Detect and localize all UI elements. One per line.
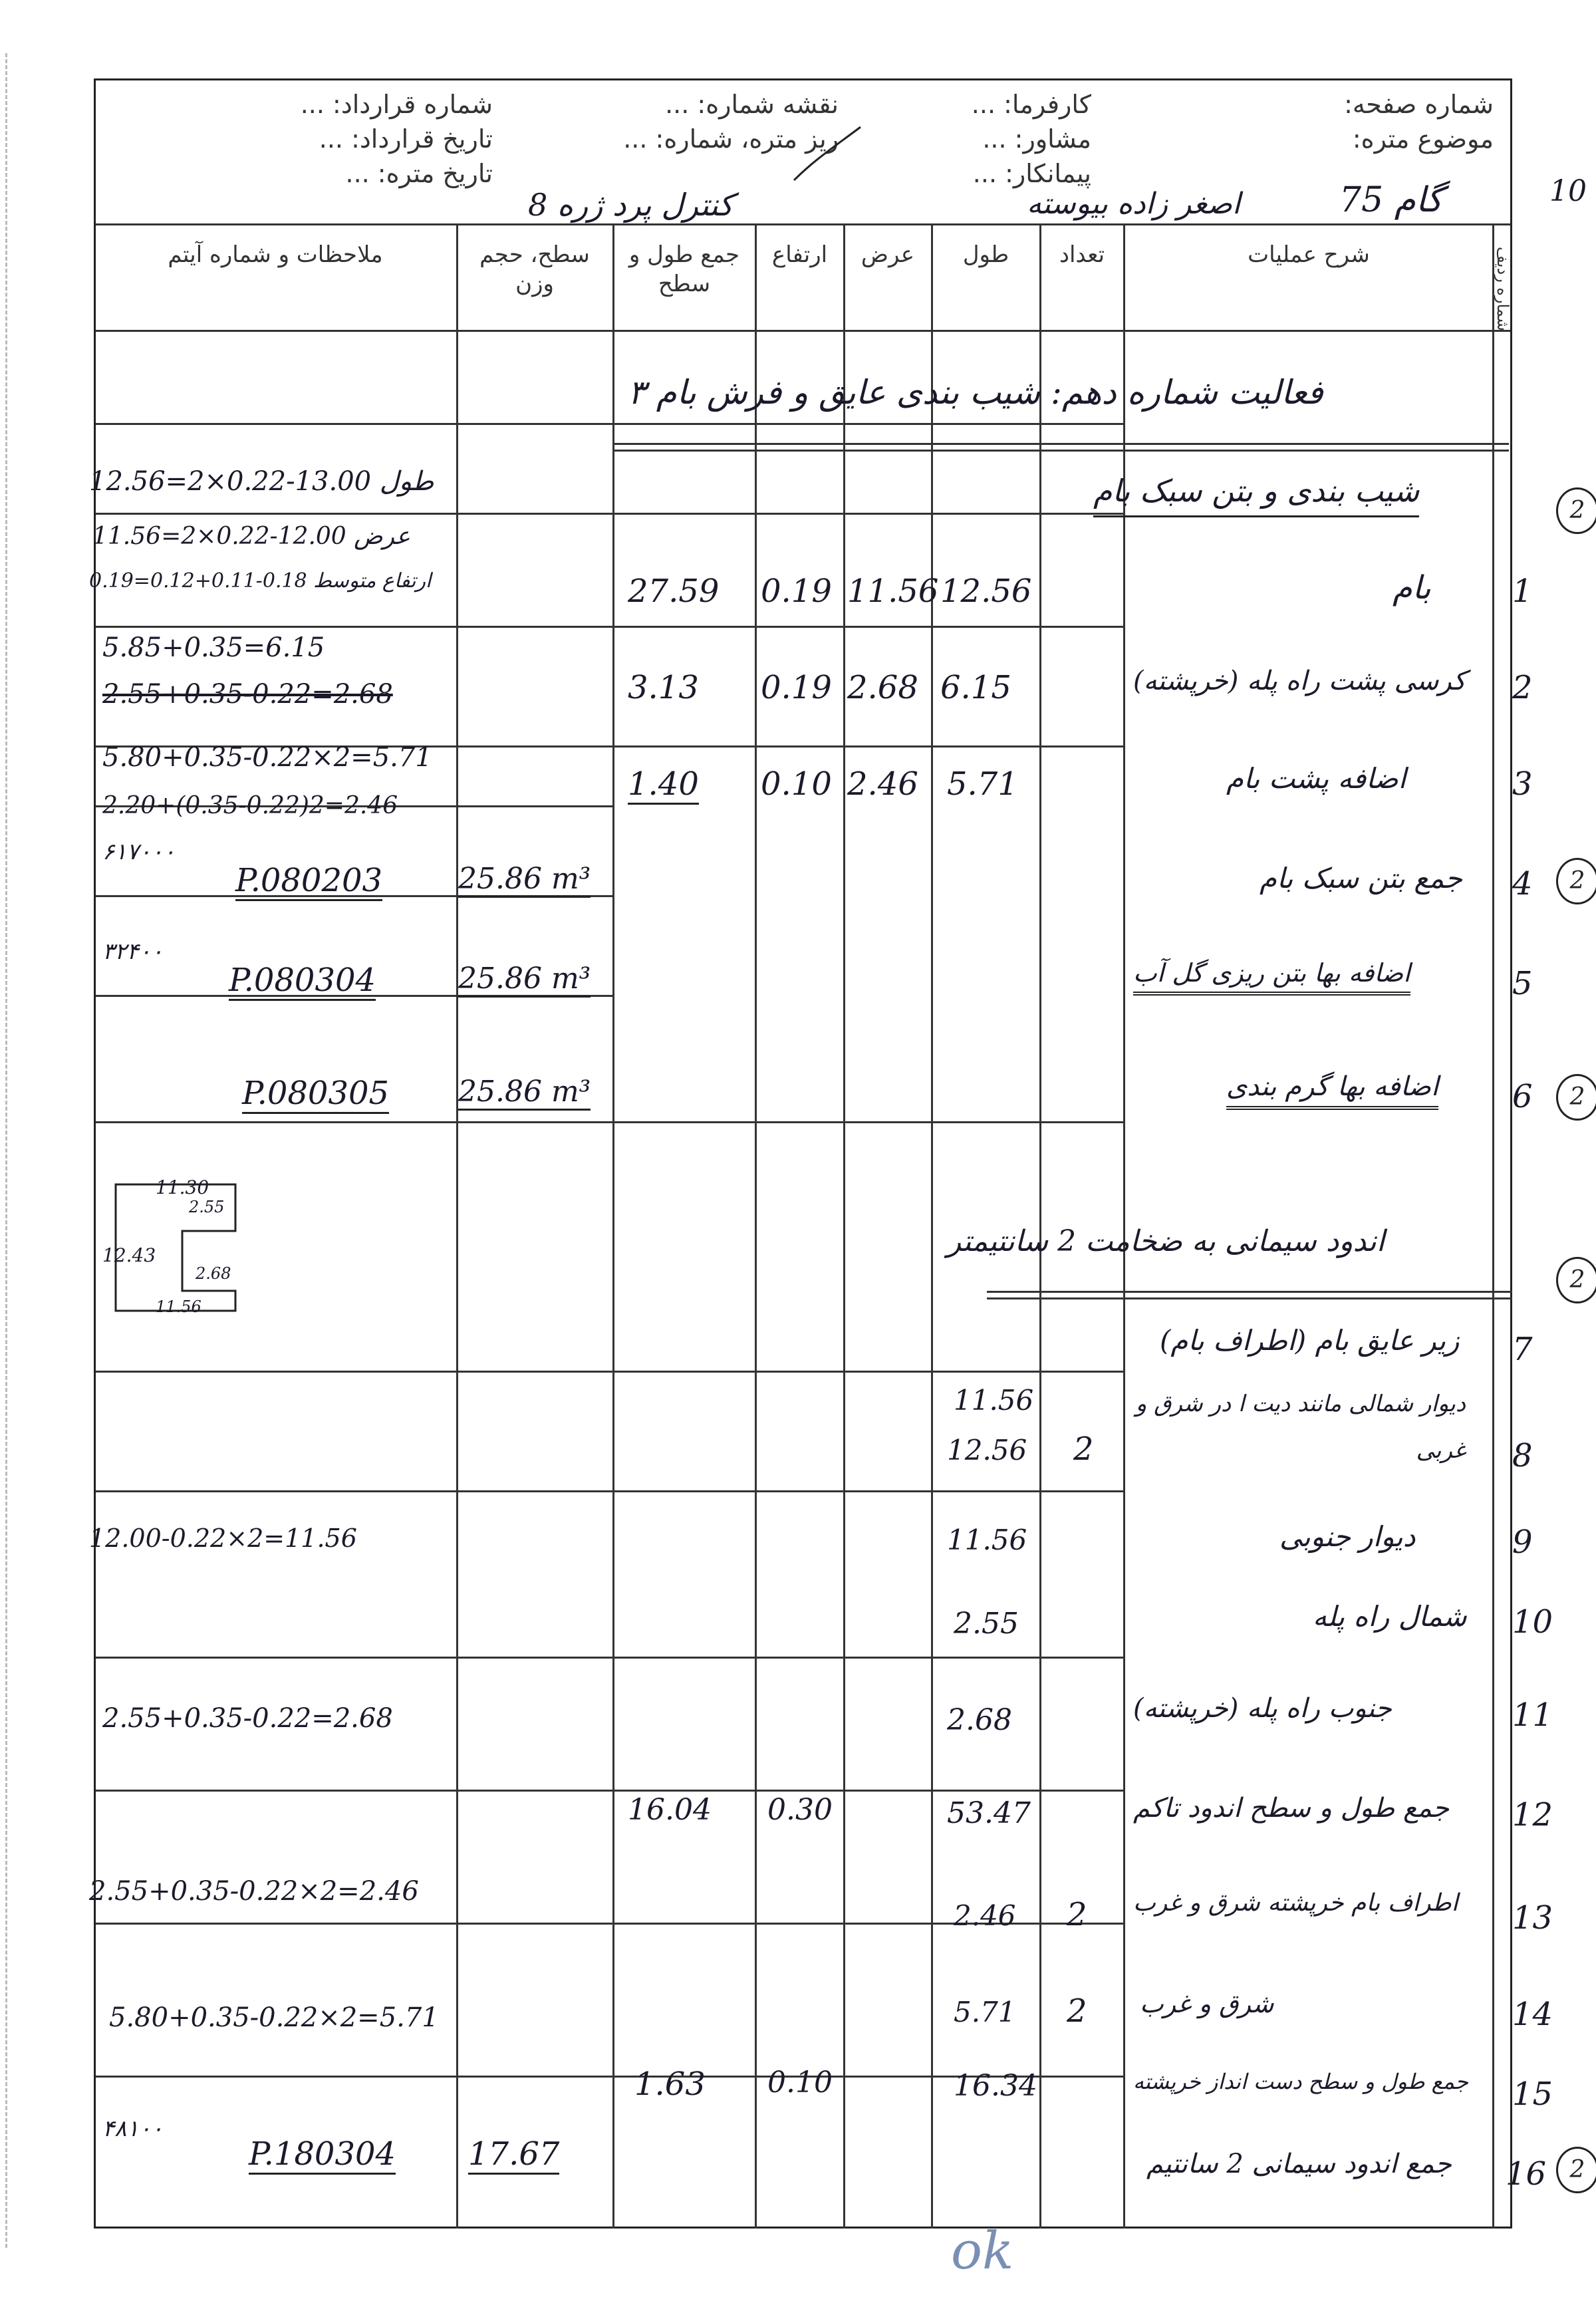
sub-metre-label: ریز متره، شماره: ... [623, 124, 839, 154]
consultant-label: مشاور: ... [982, 124, 1091, 154]
contractor-label: پیمانکار: ... [972, 159, 1091, 188]
row-15-desc: جمع طول و سطح دست انداز خرپشته [1133, 2069, 1468, 2094]
row-12-sum: 16.04 [628, 1793, 712, 1827]
sketch-dim-c: 12.43 [102, 1244, 156, 1266]
row-15-sum: 1.63 [634, 2066, 706, 2103]
row-1-sum: 27.59 [628, 573, 720, 610]
handwritten-check-note: کنترل پرد ژره 8 [528, 187, 733, 223]
row-8-length: 12.56 [947, 1434, 1027, 1466]
contract-number-label: شماره قرارداد: ... [300, 90, 493, 119]
circle-mark-2: 2 [1556, 858, 1596, 904]
row-13-no: 13 [1512, 1899, 1553, 1937]
row-14-count: 2 [1067, 1992, 1087, 2030]
sketch-dim-e: 11.56 [156, 1297, 201, 1316]
row-2-desc: کرسی پشت راه پله (خرپشته) [1133, 666, 1466, 696]
row-8-length-a: 11.56 [954, 1384, 1034, 1417]
note-calc-10: 2.55+0.35-0.22×2=2.46 [89, 1876, 419, 1907]
circle-mark-4: 2 [1556, 1257, 1596, 1303]
row-1-height: 0.19 [761, 573, 832, 610]
row-16-desc: جمع اندود سیمانی 2 سانتیم [1146, 2149, 1452, 2179]
price-note-2: ۳۲۴۰۰ [102, 938, 164, 965]
row-8-no: 8 [1512, 1437, 1533, 1474]
circle-mark-1: 2 [1556, 487, 1596, 534]
row-1-no: 1 [1512, 573, 1533, 610]
row-14-desc: شرق و غرب [1140, 1989, 1274, 2018]
row-4-item: P.080203 [235, 862, 382, 901]
note-calc-9: 2.55+0.35-0.22=2.68 [102, 1703, 393, 1734]
section-2-title: اندود سیمانی به ضخامت 2 سانتیمتر [947, 1224, 1385, 1258]
row-10-length: 2.55 [954, 1607, 1019, 1641]
sketch-dim-a: 11.30 [156, 1176, 209, 1198]
page-number-label: شماره صفحه: [1344, 90, 1494, 119]
row-2-sum: 3.13 [628, 669, 699, 706]
row-11-no: 11 [1512, 1696, 1553, 1734]
note-height-calc: ارتفاع متوسط 0.18-0.11+0.12=0.19 [89, 569, 432, 593]
note-calc-6: 5.80+0.35-0.22×2=5.71 [102, 742, 432, 773]
row-2-no: 2 [1512, 669, 1533, 706]
punch-hole-margin [0, 53, 7, 2248]
handwritten-page: گام 75 [1339, 180, 1443, 220]
col-header-row-no: شماره ردیف [1494, 247, 1512, 331]
note-calc-4: 5.85+0.35=6.15 [102, 632, 325, 663]
note-calc-8: 12.00-0.22×2=11.56 [89, 1524, 357, 1553]
row-2-length: 6.15 [940, 669, 1011, 706]
row-5-no: 5 [1512, 965, 1533, 1002]
handwritten-subject: اصغر زاده بیوسته [1027, 187, 1241, 221]
note-length-calc: طول 13.00-0.22×2=12.56 [89, 466, 434, 497]
page-number-margin: 10 [1549, 174, 1587, 208]
col-header-notes: ملاحظات و شماره آیتم [168, 241, 383, 268]
row-10-desc: شمال راه پله [1313, 1600, 1467, 1633]
row-8-count: 2 [1073, 1430, 1094, 1468]
sketch-dim-b: 2.55 [189, 1198, 225, 1216]
row-6-desc: اضافه بها گرم بندی [1226, 1071, 1438, 1110]
row-13-desc: اطراف بام خرپشته شرق و غرب [1133, 1889, 1458, 1917]
row-16-no: 16 [1506, 2155, 1547, 2193]
metre-sheet [89, 78, 1553, 2229]
price-note-1: ۶۱۷۰۰۰ [102, 839, 176, 865]
row-11-length: 2.68 [947, 1703, 1012, 1737]
row-14-length: 5.71 [954, 1996, 1016, 2028]
row-1-length: 12.56 [940, 573, 1032, 610]
row-3-desc: اضافه پشت بام [1226, 762, 1406, 795]
col-header-description: شرح عملیات [1248, 241, 1370, 268]
row-14-no: 14 [1512, 1996, 1553, 2033]
note-calc-7: 2.20+(0.35-0.22)2=2.46 [102, 792, 398, 819]
row-6-item: P.080305 [242, 1075, 389, 1114]
row-2-width: 2.68 [847, 669, 918, 706]
row-7-desc: زیر عایق بام (اطراف بام) [1160, 1324, 1460, 1357]
row-9-no: 9 [1512, 1524, 1533, 1561]
row-4-area: 25.86 m³ [458, 862, 591, 898]
row-4-no: 4 [1512, 865, 1533, 902]
ok-stamp: ok [951, 2221, 1014, 2281]
row-1-width: 11.56 [847, 573, 939, 610]
activity-title: فعالیت شماره دهم: شیب بندی عایق و فرش بام ۳ [628, 373, 1323, 412]
note-calc-5: 2.55+0.35-0.22=2.68 [102, 679, 393, 710]
price-note-3: ۴۸۱۰۰ [102, 2115, 164, 2142]
row-6-area: 25.86 m³ [458, 1075, 591, 1111]
sketch-dim-d: 2.68 [196, 1264, 231, 1283]
note-calc-11: 5.80+0.35-0.22×2=5.71 [109, 2002, 439, 2033]
row-12-height: 0.30 [767, 1793, 833, 1827]
metre-subject-label: موضوع متره: [1352, 124, 1494, 154]
row-12-no: 12 [1512, 1796, 1553, 1833]
row-7-no: 7 [1512, 1331, 1533, 1368]
col-header-count: تعداد [1059, 241, 1105, 268]
row-16-item: P.180304 [249, 2135, 396, 2175]
contract-date-label: تاریخ قرارداد: ... [319, 124, 493, 154]
row-15-no: 15 [1512, 2076, 1553, 2113]
row-12-desc: جمع طول و سطح اندود تاکم [1133, 1793, 1450, 1824]
map-number-label: نقشه شماره: ... [665, 90, 839, 119]
row-10-no: 10 [1512, 1603, 1553, 1641]
row-8-desc: دیوار شمالی مانند دیت ا در شرق و غربی [1135, 1391, 1466, 1464]
col-header-length: طول [962, 241, 1009, 268]
row-2-height: 0.19 [761, 669, 832, 706]
row-9-length: 11.56 [947, 1524, 1027, 1556]
col-header-area: سطح، حجم وزن [479, 241, 590, 297]
row-15-length: 16.34 [954, 2069, 1037, 2103]
row-12-length: 53.47 [947, 1796, 1031, 1830]
col-header-width: عرض [861, 241, 915, 268]
row-1-desc: بام [1393, 569, 1431, 607]
row-15-height: 0.10 [767, 2066, 833, 2100]
row-9-desc: دیوار جنوبی [1279, 1520, 1416, 1553]
row-6-no: 6 [1512, 1078, 1533, 1115]
hand-stroke [787, 120, 867, 187]
row-13-count: 2 [1067, 1896, 1087, 1933]
row-3-width: 2.46 [847, 765, 918, 803]
row-11-desc: جنوب راه پله (خرپشته) [1133, 1693, 1392, 1724]
row-3-no: 3 [1512, 765, 1533, 803]
section-1-title: شیب بندی و بتن سبک بام [1093, 473, 1419, 517]
row-5-desc: اضافه بها بتن ریزی گل آب [1133, 958, 1410, 996]
circle-mark-5: 2 [1556, 2147, 1596, 2193]
col-header-height: ارتفاع [771, 241, 828, 268]
row-4-desc: جمع بتن سبک بام [1260, 862, 1462, 894]
employer-label: کارفرما: ... [971, 90, 1091, 119]
row-13-length: 2.46 [954, 1899, 1016, 1932]
col-header-sum: جمع طول و سطح [628, 241, 740, 297]
row-5-item: P.080304 [229, 962, 376, 1001]
row-5-area: 25.86 m³ [458, 962, 591, 998]
metre-date-label: تاریخ متره: ... [345, 159, 493, 188]
row-3-height: 0.10 [761, 765, 832, 803]
note-width-calc: عرض 12.00-0.22×2=11.56 [92, 523, 411, 550]
row-3-sum: 1.40 [628, 765, 699, 805]
row-3-length: 5.71 [947, 765, 1018, 803]
row-16-area: 17.67 [468, 2135, 559, 2175]
circle-mark-3: 2 [1556, 1074, 1596, 1121]
